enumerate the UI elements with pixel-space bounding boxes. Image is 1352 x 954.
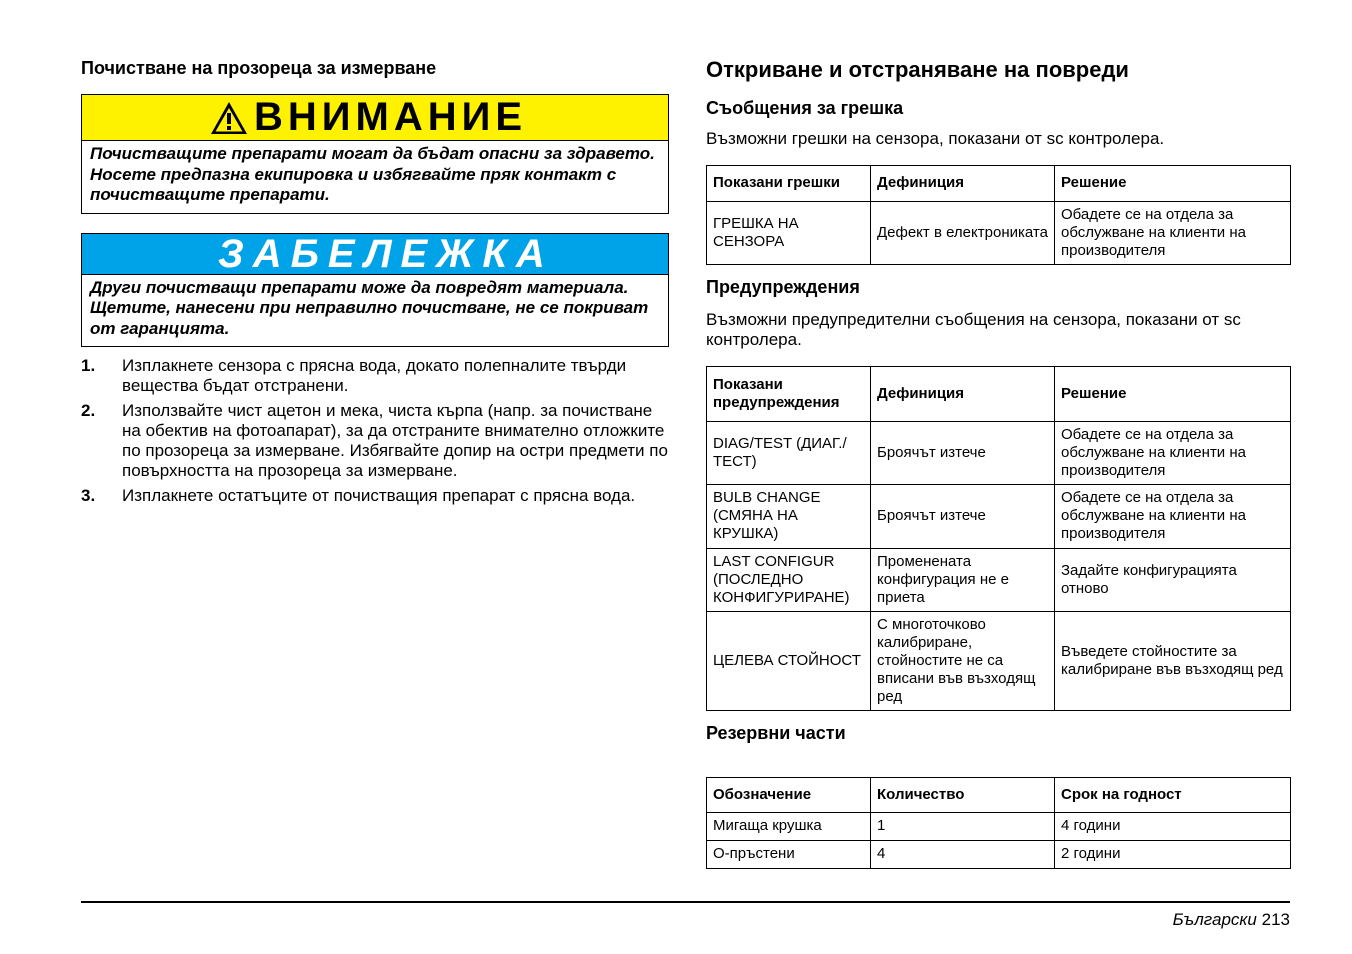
warnings-intro: Възможни предупредителни съобщения на сензора, показани от sc контролера. (706, 309, 1241, 349)
errors-heading: Съобщения за грешка (706, 98, 904, 118)
step-number: 2. (81, 400, 96, 420)
list-item (81, 356, 669, 397)
table-cell: 1 (871, 812, 1055, 840)
list-item (81, 486, 669, 506)
step-text: Използвайте чист ацетон и мека, чиста кърпа (напр. за почистване на обектив на фотоапарат), за да отстраните внимателно отложките по прозореца за измерване. Избягвайте допир на остри предмети по повърхността на прозореца за измерване. (122, 400, 668, 481)
column-header: Решение (1055, 366, 1291, 421)
page-footer (1173, 909, 1290, 931)
column-header: Решение (1055, 165, 1291, 201)
list-item (81, 401, 669, 482)
table-cell: Въведете стойностите за калибриране във възходящ ред (1055, 611, 1291, 710)
column-header: Количество (871, 777, 1055, 812)
warning-header (82, 95, 668, 141)
table-header-row (707, 366, 1291, 421)
table-cell: Задайте конфигурацията отново (1055, 548, 1291, 611)
column-header: Дефиниция (871, 165, 1055, 201)
errors-table (706, 165, 1291, 265)
table-cell: С многоточково калибриране, стойностите не са вписани във възходящ ред (871, 611, 1055, 710)
table-row (707, 484, 1291, 548)
table-cell: ГРЕШКА НА СЕНЗОРА (707, 201, 871, 264)
table-header-row (707, 165, 1291, 201)
cleaning-steps (81, 356, 669, 506)
table-cell: Мигаща крушка (707, 812, 871, 840)
table-row (707, 201, 1291, 264)
table-cell: Броячът изтече (871, 421, 1055, 484)
column-header: Показани предупреждения (707, 366, 871, 421)
notice-body: Други почистващи препарати може да повредят материала. Щетите, нанесени при неправилно почистване, не се покриват от гаранцията. (90, 277, 649, 338)
warning-line-2: Носете предпазна екипировка и избягвайте пряк контакт с почистващите препарати. (90, 164, 617, 204)
table-header-row (707, 777, 1291, 812)
errors-intro: Възможни грешки на сензора, показани от sc контролера. (706, 129, 1165, 148)
table-cell: Обадете се на отдела за обслужване на клиенти на производителя (1055, 484, 1291, 548)
page-number: 213 (1261, 910, 1290, 929)
warning-line-1: Почистващите препарати могат да бъдат опасни за здравето. (90, 144, 655, 163)
step-text: Изплакнете сензора с прясна вода, докато полепналите твърди вещества бъдат отстранени. (122, 356, 627, 396)
column-header: Дефиниция (871, 366, 1055, 421)
table-cell: BULB CHANGE (СМЯНА НА КРУШКА) (707, 484, 871, 548)
warning-box (81, 94, 669, 214)
column-header: Срок на годност (1055, 777, 1291, 812)
footer-language: Български (1172, 910, 1257, 929)
notice-header (82, 231, 668, 276)
table-row (707, 812, 1291, 840)
warnings-heading: Предупреждения (706, 276, 860, 297)
warning-triangle-icon (210, 101, 248, 135)
left-column (81, 56, 669, 510)
table-cell: 2 години (1055, 840, 1291, 868)
table-cell: ЦЕЛЕВА СТОЙНОСТ (707, 611, 871, 710)
table-cell: Променената конфигурация не е приета (871, 548, 1055, 611)
right-column (706, 56, 1290, 869)
section-heading-cleaning: Почистване на прозореца за измерване (81, 58, 437, 78)
table-row (707, 548, 1291, 611)
table-cell: LAST CONFIGUR (ПОСЛЕДНО КОНФИГУРИРАНЕ) (707, 548, 871, 611)
table-cell: 4 години (1055, 812, 1291, 840)
table-cell: Обадете се на отдела за обслужване на клиенти на производителя (1055, 421, 1291, 484)
notice-box (81, 233, 669, 348)
column-header: Показани грешки (707, 165, 871, 201)
table-cell: Дефект в електрониката (871, 201, 1055, 264)
table-cell: О-пръстени (707, 840, 871, 868)
column-header: Обозначение (707, 777, 871, 812)
table-row (707, 421, 1291, 484)
table-row (707, 611, 1291, 710)
notice-title: ЗАБЕЛЕЖКА (218, 231, 554, 276)
step-number: 1. (81, 356, 96, 375)
table-row (707, 840, 1291, 868)
table-cell: 4 (871, 840, 1055, 868)
warning-body (82, 141, 668, 213)
table-cell: Обадете се на отдела за обслужване на клиенти на производителя (1055, 201, 1291, 264)
table-cell: Броячът изтече (871, 484, 1055, 548)
parts-table (706, 777, 1291, 869)
table-cell: DIAG/TEST (ДИАГ./ТЕСТ) (707, 421, 871, 484)
step-number: 3. (81, 485, 96, 505)
step-text: Изплакнете остатъците от почистващия препарат с прясна вода. (122, 485, 636, 505)
page-title: Откриване и отстраняване на повреди (706, 57, 1129, 82)
footer-divider (81, 901, 1290, 903)
parts-heading: Резервни части (706, 722, 846, 743)
warning-title: ВНИМАНИЕ (254, 95, 528, 139)
warnings-table (706, 366, 1291, 711)
